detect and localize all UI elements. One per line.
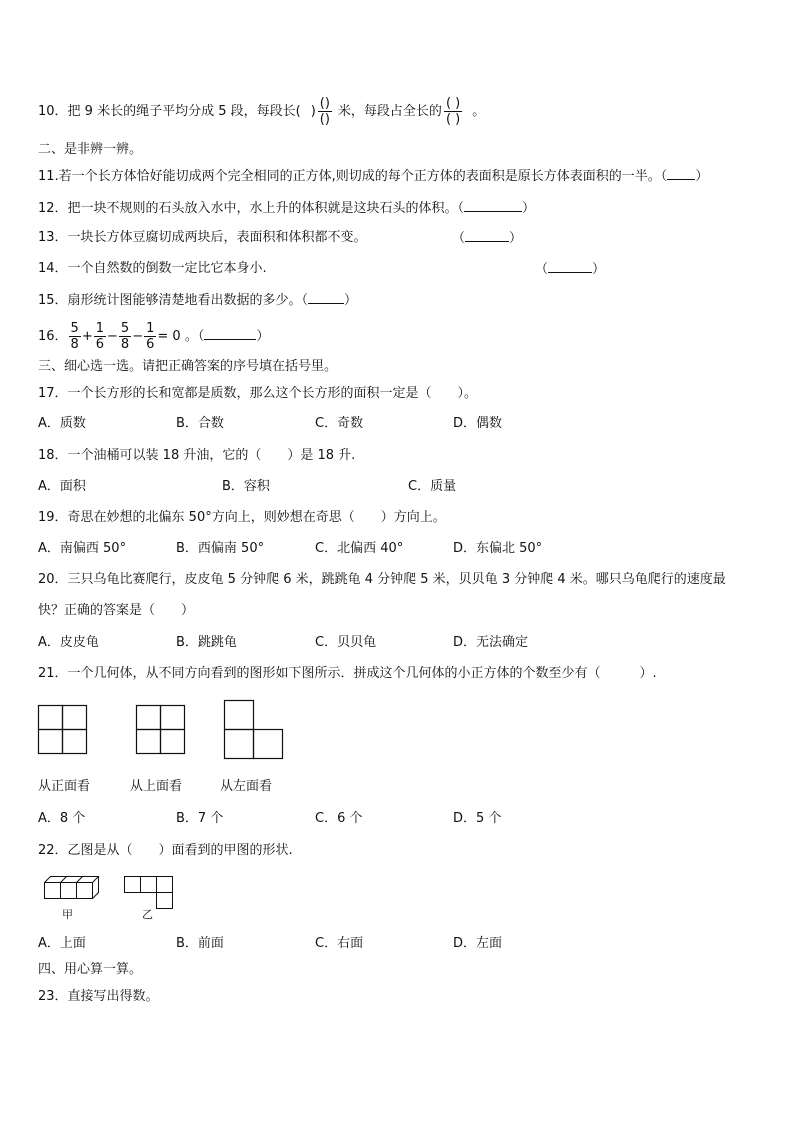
q10-end: 。 bbox=[472, 104, 486, 119]
q14-answer bbox=[535, 260, 605, 279]
q10-frac2-numerator: ( ) bbox=[445, 96, 461, 111]
q11-answer-blank[interactable] bbox=[667, 167, 695, 180]
q16-f2-denominator: 6 bbox=[95, 337, 105, 352]
q16-f3-numerator: 5 bbox=[120, 321, 130, 336]
label-jia: 甲 bbox=[62, 908, 73, 921]
q22-option-b[interactable]: B．前面 bbox=[176, 936, 224, 951]
q22-option-a[interactable]: A．上面 bbox=[38, 936, 86, 951]
q14-answer-blank[interactable] bbox=[548, 260, 592, 273]
q10-blank-length bbox=[301, 103, 311, 115]
q10-fraction-length bbox=[318, 96, 332, 127]
q16-equation: = 0 。（ bbox=[157, 329, 205, 344]
question-15 bbox=[38, 291, 357, 310]
q21-option-b[interactable]: B．7 个 bbox=[176, 811, 224, 826]
q10-fraction-part bbox=[444, 96, 462, 127]
question-22: 22．乙图是从（ ）面看到的甲图的形状. bbox=[38, 843, 293, 858]
q16-f1-numerator: 5 bbox=[70, 321, 79, 336]
q13-answer bbox=[452, 229, 522, 248]
caption-left-view: 从左面看 bbox=[220, 779, 273, 794]
q12-close: ） bbox=[522, 201, 536, 216]
q16-f4-denominator: 6 bbox=[146, 337, 155, 352]
q13-answer-blank[interactable] bbox=[465, 229, 509, 242]
q16-close: ） bbox=[256, 329, 270, 344]
q22-option-d[interactable]: D．左面 bbox=[453, 936, 503, 951]
q16-f1-denominator: 8 bbox=[70, 337, 79, 352]
q18-option-b[interactable]: B．容积 bbox=[222, 479, 270, 494]
q10-frac1-numerator: () bbox=[319, 96, 330, 111]
q10-frac1-denominator: () bbox=[319, 112, 330, 127]
q15-answer-blank[interactable] bbox=[308, 291, 344, 304]
q12-answer-blank[interactable] bbox=[464, 199, 522, 212]
q19-option-c[interactable]: C．北偏西 40° bbox=[315, 541, 404, 556]
question-20-line-1: 20．三只乌龟比赛爬行，皮皮龟 5 分钟爬 6 米，跳跳龟 4 分钟爬 5 米，贝贝龟 3 分钟爬 4 米。哪只乌龟爬行的速度最 bbox=[38, 572, 726, 587]
top-view-figure bbox=[136, 705, 186, 755]
caption-front-view: 从正面看 bbox=[38, 779, 91, 794]
q19-option-b[interactable]: B．西偏南 50° bbox=[176, 541, 265, 556]
q10-mid: 米，每段占全长的 bbox=[337, 104, 442, 119]
q16-fraction-1 bbox=[69, 321, 81, 352]
q15-text: 15．扇形统计图能够清楚地看出数据的多少。（ bbox=[38, 293, 309, 308]
q15-close: ） bbox=[344, 293, 358, 308]
section-3-heading: 三、细心选一选。请把正确答案的序号填在括号里。 bbox=[38, 359, 338, 374]
section-4-heading: 四、用心算一算。 bbox=[38, 962, 143, 977]
q20-option-d[interactable]: D．无法确定 bbox=[453, 635, 529, 650]
q16-fraction-4 bbox=[144, 321, 156, 352]
q18-option-a[interactable]: A．面积 bbox=[38, 479, 86, 494]
q18-option-c[interactable]: C．质量 bbox=[408, 479, 457, 494]
q10-close-paren: ) bbox=[310, 104, 316, 119]
q11-close: ） bbox=[695, 169, 709, 184]
q20-option-c[interactable]: C．贝贝龟 bbox=[315, 635, 377, 650]
q16-op3: − bbox=[132, 329, 144, 344]
question-10 bbox=[38, 96, 485, 127]
q14-close: ） bbox=[592, 262, 606, 277]
q17-option-d[interactable]: D．偶数 bbox=[453, 416, 503, 431]
question-17: 17．一个长方形的长和宽都是质数，那么这个长方形的面积一定是（ ）。 bbox=[38, 386, 478, 401]
q14-open: （ bbox=[535, 262, 549, 277]
q21-option-c[interactable]: C．6 个 bbox=[315, 811, 363, 826]
label-yi: 乙 bbox=[142, 908, 153, 921]
question-21: 21．一个几何体，从不同方向看到的图形如下图所示．拼成这个几何体的小正方体的个数至少有（ ）. bbox=[38, 666, 657, 681]
q16-answer-blank[interactable] bbox=[204, 327, 256, 340]
q17-option-b[interactable]: B．合数 bbox=[176, 416, 224, 431]
left-view-figure bbox=[224, 700, 284, 760]
question-23: 23．直接写出得数。 bbox=[38, 989, 159, 1004]
q16-f4-numerator: 1 bbox=[146, 321, 155, 336]
q17-option-c[interactable]: C．奇数 bbox=[315, 416, 364, 431]
front-view-figure bbox=[38, 705, 88, 755]
q20-option-a[interactable]: A．皮皮龟 bbox=[38, 635, 99, 650]
q21-option-d[interactable]: D．5 个 bbox=[453, 811, 502, 826]
q16-f3-denominator: 8 bbox=[120, 337, 130, 352]
section-2-heading: 二、是非辨一辨。 bbox=[38, 142, 143, 157]
question-13 bbox=[38, 229, 367, 247]
question-11 bbox=[38, 167, 708, 186]
q13-open: （ bbox=[452, 231, 466, 246]
question-12 bbox=[38, 199, 535, 218]
q17-option-a[interactable]: A．质数 bbox=[38, 416, 86, 431]
q16-op2: − bbox=[107, 329, 118, 344]
q13-text: 13．一块长方体豆腐切成两块后，表面积和体积都不变。 bbox=[38, 230, 367, 245]
question-16 bbox=[38, 320, 269, 354]
q13-close: ） bbox=[509, 231, 523, 246]
q22-option-c[interactable]: C．右面 bbox=[315, 936, 364, 951]
q21-option-a[interactable]: A．8 个 bbox=[38, 811, 86, 826]
question-19: 19．奇思在妙想的北偏东 50°方向上，则妙想在奇思（ ）方向上。 bbox=[38, 510, 446, 525]
q19-option-d[interactable]: D．东偏北 50° bbox=[453, 541, 543, 556]
q16-fraction-3 bbox=[119, 321, 131, 352]
question-20-line-2: 快？正确的答案是（ ） bbox=[38, 603, 195, 618]
caption-top-view: 从上面看 bbox=[130, 779, 183, 794]
q16-op1: + bbox=[81, 329, 93, 344]
q12-text: 12．把一块不规则的石头放入水中，水上升的体积就是这块石头的体积。（ bbox=[38, 201, 465, 216]
q16-f2-numerator: 1 bbox=[95, 321, 105, 336]
jia-cube-figure bbox=[44, 876, 104, 904]
q19-option-a[interactable]: A．南偏西 50° bbox=[38, 541, 127, 556]
question-14 bbox=[38, 260, 267, 278]
q10-frac2-denominator: ( ) bbox=[445, 112, 461, 127]
q20-option-b[interactable]: B．跳跳龟 bbox=[176, 635, 237, 650]
q16-num: 16． bbox=[38, 329, 68, 344]
q14-text: 14．一个自然数的倒数一定比它本身小. bbox=[38, 261, 267, 276]
q10-prefix: 10．把 9 米长的绳子平均分成 5 段，每段长( bbox=[38, 104, 301, 119]
question-18: 18．一个油桶可以装 18 升油，它的（ ）是 18 升. bbox=[38, 448, 356, 463]
q11-text: 11.若一个长方体恰好能切成两个完全相同的正方体,则切成的每个正方体的表面积是原长方体表面积的一半。（ bbox=[38, 169, 668, 184]
q16-fraction-2 bbox=[94, 321, 106, 352]
